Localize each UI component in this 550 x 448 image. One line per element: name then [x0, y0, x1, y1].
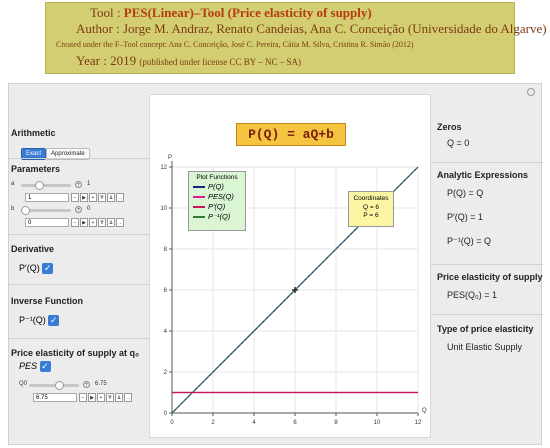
- y-tick-label: 12: [160, 165, 167, 171]
- inverse-label: P⁻¹(Q): [19, 315, 46, 325]
- exact-button[interactable]: Exact: [21, 148, 46, 160]
- pes-label: PES: [19, 361, 38, 371]
- parameters-title: Parameters: [11, 164, 61, 174]
- year-label: Year :: [76, 53, 107, 68]
- legend-item: [193, 202, 245, 211]
- q0-readout: 6.75: [95, 381, 107, 387]
- left-controls: [9, 84, 149, 444]
- q0-animator[interactable]: − ▶ + ⇈ ⇊ →: [79, 393, 132, 402]
- y-axis-label: P: [168, 155, 173, 161]
- param-a-animator[interactable]: − ▶ + ⇈ ⇊ →: [71, 193, 124, 202]
- right-results: [431, 84, 543, 444]
- legend-swatch: [193, 206, 205, 208]
- arithmetic-title: Arithmetic: [11, 128, 56, 138]
- main-panel: [8, 83, 542, 445]
- q0-expand-icon[interactable]: +: [84, 382, 89, 388]
- x-tick-label: 8: [334, 420, 338, 426]
- derivative-checkbox[interactable]: ✓: [43, 263, 52, 274]
- param-a-knob[interactable]: [35, 181, 44, 190]
- derivative-title: Derivative: [11, 244, 55, 254]
- legend-label: P(Q): [208, 182, 224, 191]
- legend-label: PES(Q): [208, 192, 234, 201]
- zeros-section: [437, 122, 543, 148]
- legend-box: [188, 171, 246, 231]
- arithmetic-section: [11, 128, 149, 160]
- pes-checkbox[interactable]: ✓: [41, 361, 49, 372]
- derivative-label: P′(Q): [19, 263, 40, 273]
- legend-label: P′(Q): [208, 202, 226, 211]
- param-a-readout: 1: [87, 181, 91, 187]
- expr-p: P(Q) = Q: [447, 188, 484, 198]
- param-a-expand-icon[interactable]: +: [76, 182, 81, 188]
- inverse-checkbox[interactable]: ✓: [49, 315, 58, 326]
- x-tick-label: 6: [293, 420, 297, 426]
- coords-title: Coordinates: [353, 195, 389, 202]
- analytic-title: Analytic Expressions: [437, 170, 529, 180]
- coordinates-box: [348, 191, 394, 227]
- expr-inv: P⁻¹(Q) = Q: [447, 236, 492, 246]
- legend-swatch: [193, 196, 205, 198]
- param-b-expand-icon[interactable]: +: [76, 207, 81, 213]
- year-value: 2019: [110, 53, 137, 68]
- x-axis-label: Q: [422, 408, 427, 414]
- tool-name: PES(Linear)–Tool (Price elasticity of supply): [123, 5, 372, 20]
- concept-text: Created under the F–Tool concept: Ana C. Conceição, José C. Pereira, Cátia M. Silva, Cristina R. Simão (2012): [56, 40, 414, 49]
- q0-label: Q0: [19, 381, 28, 387]
- inverse-section: [11, 296, 149, 326]
- y-tick-label: 10: [160, 206, 167, 212]
- plot-area: [149, 94, 431, 438]
- formula-box: P(Q) = aQ+b: [236, 123, 346, 146]
- coords-p: P = 6: [363, 212, 379, 219]
- coords-q: Q = 6: [362, 204, 380, 211]
- pes-result-title: Price elasticity of supply: [437, 272, 543, 282]
- param-b-readout: 0: [87, 206, 91, 212]
- param-b-label: b: [11, 206, 15, 212]
- approximate-button[interactable]: Approximate: [46, 148, 90, 160]
- inverse-title: Inverse Function: [11, 296, 84, 306]
- zeros-title: Zeros: [437, 122, 462, 132]
- author-label: Author :: [76, 21, 120, 36]
- y-tick-label: 0: [163, 411, 167, 417]
- pes-title: Price elasticity of supply at q₀: [11, 348, 140, 358]
- y-tick-label: 2: [163, 370, 167, 376]
- zeros-value: Q = 0: [447, 138, 470, 148]
- q0-knob[interactable]: [55, 381, 64, 390]
- q0-input[interactable]: 6.75: [33, 393, 77, 402]
- param-b-knob[interactable]: [21, 206, 30, 215]
- param-b-animator[interactable]: − ▶ + ⇈ ⇊ →: [71, 218, 124, 227]
- authors-text: Jorge M. Andraz, Renato Candeias, Ana C. Conceição (Universidade do Algarve): [122, 21, 547, 36]
- pes-section: [11, 348, 149, 408]
- y-tick-label: 8: [163, 247, 167, 253]
- x-tick-label: 4: [252, 420, 256, 426]
- type-title: Type of price elasticity: [437, 324, 534, 334]
- param-b-slider[interactable]: [21, 209, 71, 212]
- param-b-input[interactable]: 0: [25, 218, 69, 227]
- x-tick-label: 10: [373, 420, 381, 426]
- plot-svg: [150, 95, 432, 439]
- legend-swatch: [193, 186, 205, 188]
- x-tick-label: 2: [211, 420, 215, 426]
- legend-title: Plot Functions: [196, 174, 238, 181]
- legend-item: [193, 182, 245, 191]
- legend-item: [193, 212, 245, 221]
- param-a-slider[interactable]: [21, 184, 71, 187]
- derivative-section: [11, 244, 149, 274]
- y-tick-label: 6: [163, 288, 167, 294]
- type-value: Unit Elastic Supply: [447, 342, 523, 352]
- pes-result-value: PES(Q₀) = 1: [447, 290, 498, 300]
- legend-swatch: [193, 216, 205, 218]
- x-tick-label: 12: [414, 420, 422, 426]
- parameters-section: [11, 164, 149, 234]
- analytic-section: [437, 170, 543, 247]
- pes-result-section: [437, 272, 543, 300]
- legend-label: P⁻¹(Q): [208, 212, 231, 221]
- y-tick-label: 4: [163, 329, 167, 335]
- tool-label: Tool :: [90, 5, 121, 20]
- legend-item: [193, 192, 245, 201]
- q0-slider[interactable]: [29, 384, 79, 387]
- x-tick-label: 0: [170, 420, 174, 426]
- header-banner: [45, 2, 547, 74]
- param-a-input[interactable]: 1: [25, 193, 69, 202]
- type-section: [437, 324, 543, 352]
- license-text: (published under license CC BY – NC – SA): [139, 57, 301, 67]
- expr-dp: P′(Q) = 1: [447, 212, 483, 222]
- param-a-label: a: [11, 181, 15, 187]
